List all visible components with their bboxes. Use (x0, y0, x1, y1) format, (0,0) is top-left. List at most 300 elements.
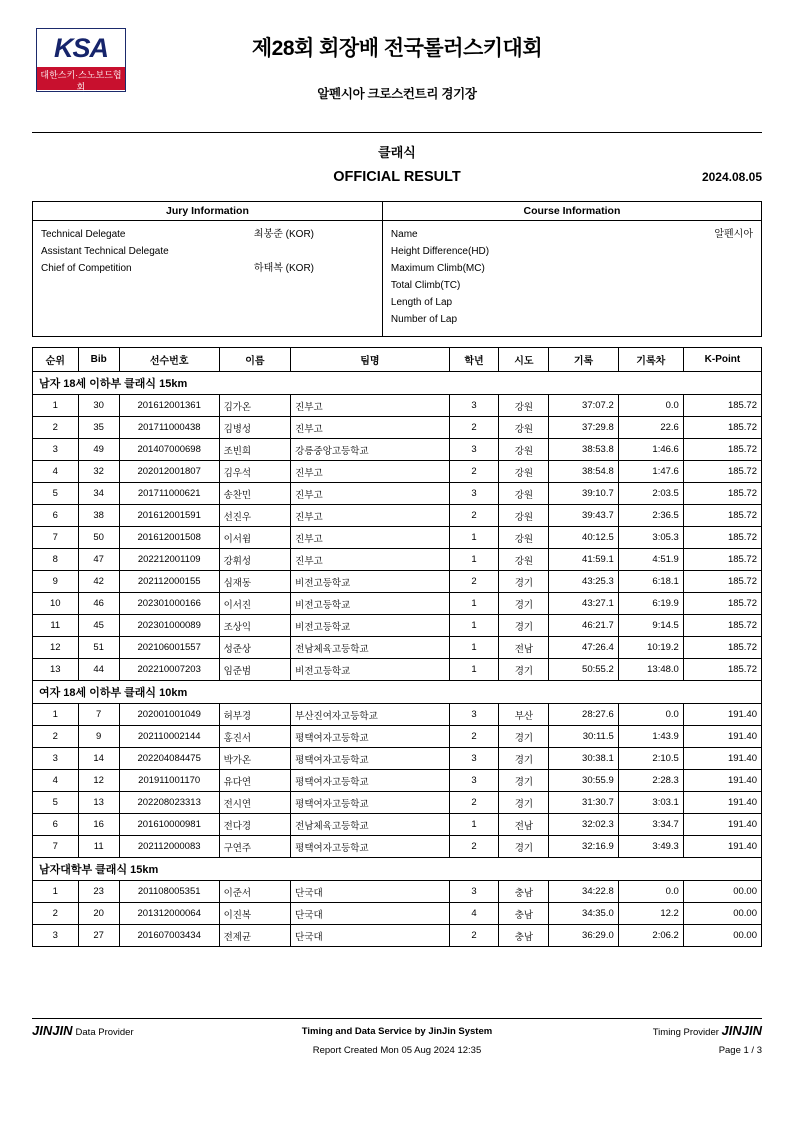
cell-time: 34:35.0 (549, 903, 618, 925)
cell-team: 진부고 (291, 461, 449, 483)
cell-kpoint: 185.72 (683, 439, 761, 461)
cell-team: 진부고 (291, 527, 449, 549)
timing-service-note: Timing and Data Service by JinJin System (301, 1026, 493, 1037)
table-row (33, 748, 762, 770)
footer-divider (32, 1018, 762, 1019)
cell-athlete-id: 202012001807 (119, 461, 219, 483)
cell-kpoint: 191.40 (683, 770, 761, 792)
cell-rank: 5 (33, 483, 79, 505)
cell-team: 평택여자고등학교 (291, 836, 449, 858)
official-result-label: OFFICIAL RESULT (333, 169, 461, 185)
jury-heading: Jury Information (33, 202, 382, 221)
cell-name: 김우석 (219, 461, 291, 483)
cell-name: 선진우 (219, 505, 291, 527)
cell-region: 경기 (499, 615, 549, 637)
cell-grade: 2 (449, 925, 499, 947)
cell-region: 전남 (499, 637, 549, 659)
cell-rank: 11 (33, 615, 79, 637)
cell-diff: 1:46.6 (618, 439, 683, 461)
cell-kpoint: 191.40 (683, 836, 761, 858)
cell-name: 전제균 (219, 925, 291, 947)
logo-subtext-english: KOREA SKI & SNOWBOARD ASSOCIATION (41, 93, 121, 98)
cell-grade: 1 (449, 527, 499, 549)
cell-time: 37:29.8 (549, 417, 618, 439)
course-information-panel (383, 202, 762, 336)
cell-diff: 22.6 (618, 417, 683, 439)
cell-team: 단국대 (291, 903, 449, 925)
cell-diff: 9:14.5 (618, 615, 683, 637)
cell-kpoint: 191.40 (683, 792, 761, 814)
cell-region: 경기 (499, 593, 549, 615)
table-row (33, 439, 762, 461)
cell-athlete-id: 201607003434 (119, 925, 219, 947)
cell-region: 강원 (499, 395, 549, 417)
cell-athlete-id: 202110002144 (119, 726, 219, 748)
cell-name: 김가온 (219, 395, 291, 417)
jury-information-panel (33, 202, 383, 336)
event-title: 제28회 회장배 전국롤러스키대회 (251, 37, 543, 60)
jury-row (41, 260, 374, 277)
cell-time: 31:30.7 (549, 792, 618, 814)
course-row (391, 243, 753, 260)
cell-bib: 42 (78, 571, 119, 593)
cell-diff: 3:05.3 (618, 527, 683, 549)
cell-kpoint: 185.72 (683, 505, 761, 527)
cell-name: 홍진서 (219, 726, 291, 748)
course-row (391, 277, 753, 294)
cell-diff: 10:19.2 (618, 637, 683, 659)
cell-diff: 2:06.2 (618, 925, 683, 947)
cell-bib: 49 (78, 439, 119, 461)
cell-kpoint: 191.40 (683, 814, 761, 836)
cell-time: 40:12.5 (549, 527, 618, 549)
cell-team: 평택여자고등학교 (291, 792, 449, 814)
cell-name: 전다경 (219, 814, 291, 836)
cell-team: 진부고 (291, 417, 449, 439)
jury-label: Technical Delegate (41, 229, 126, 240)
cell-grade: 4 (449, 903, 499, 925)
cell-grade: 3 (449, 439, 499, 461)
cell-rank: 6 (33, 505, 79, 527)
cell-name: 구연주 (219, 836, 291, 858)
cell-time: 37:07.2 (549, 395, 618, 417)
cell-team: 비전고등학교 (291, 615, 449, 637)
cell-region: 부산 (499, 704, 549, 726)
cell-region: 강원 (499, 483, 549, 505)
cell-kpoint: 185.72 (683, 615, 761, 637)
cell-kpoint: 00.00 (683, 881, 761, 903)
cell-team: 평택여자고등학교 (291, 726, 449, 748)
cell-kpoint: 185.72 (683, 637, 761, 659)
table-row (33, 483, 762, 505)
cell-team: 강릉중앙고등학교 (291, 439, 449, 461)
cell-grade: 3 (449, 881, 499, 903)
cell-bib: 32 (78, 461, 119, 483)
table-row (33, 792, 762, 814)
timing-provider (653, 1023, 762, 1038)
cell-grade: 2 (449, 461, 499, 483)
cell-region: 경기 (499, 726, 549, 748)
jury-value (254, 243, 374, 260)
cell-diff: 2:36.5 (618, 505, 683, 527)
cell-team: 비전고등학교 (291, 659, 449, 681)
cell-team: 단국대 (291, 925, 449, 947)
cell-region: 충남 (499, 925, 549, 947)
cell-athlete-id: 201407000698 (119, 439, 219, 461)
table-row (33, 571, 762, 593)
course-label: Maximum Climb(MC) (390, 263, 485, 274)
cell-bib: 38 (78, 505, 119, 527)
cell-rank: 9 (33, 571, 79, 593)
cell-region: 강원 (499, 505, 549, 527)
jury-label: Assistant Technical Delegate (41, 246, 169, 257)
table-row (33, 881, 762, 903)
cell-rank: 6 (33, 814, 79, 836)
course-heading: Course Information (383, 202, 761, 221)
cell-time: 30:38.1 (549, 748, 618, 770)
course-row (391, 260, 753, 277)
data-provider-brand: JINJIN (32, 1023, 73, 1038)
cell-name: 임준범 (219, 659, 291, 681)
col-athlete-id: 선수번호 (119, 348, 219, 372)
cell-grade: 1 (449, 549, 499, 571)
cell-time: 36:29.0 (549, 925, 618, 947)
table-row (33, 704, 762, 726)
cell-diff: 2:10.5 (618, 748, 683, 770)
cell-kpoint: 185.72 (683, 571, 761, 593)
cell-rank: 1 (33, 395, 79, 417)
course-row (391, 226, 753, 243)
cell-athlete-id: 202301000089 (119, 615, 219, 637)
cell-bib: 14 (78, 748, 119, 770)
ksa-logo (36, 28, 126, 98)
col-bib: Bib (78, 348, 119, 372)
category-row (33, 858, 762, 881)
venue-name: 알펜시아 크로스컨트리 경기장 (317, 87, 477, 101)
cell-name: 조빈희 (219, 439, 291, 461)
cell-name: 이준서 (219, 881, 291, 903)
cell-time: 34:22.8 (549, 881, 618, 903)
cell-kpoint: 185.72 (683, 417, 761, 439)
cell-bib: 44 (78, 659, 119, 681)
cell-kpoint: 191.40 (683, 726, 761, 748)
cell-bib: 46 (78, 593, 119, 615)
table-row (33, 659, 762, 681)
table-row (33, 836, 762, 858)
cell-region: 강원 (499, 439, 549, 461)
table-row (33, 461, 762, 483)
data-provider-label: Data Provider (75, 1027, 134, 1038)
race-type: 클래식 (378, 145, 416, 160)
cell-region: 충남 (499, 881, 549, 903)
cell-athlete-id: 201612001508 (119, 527, 219, 549)
cell-kpoint: 185.72 (683, 461, 761, 483)
cell-diff: 0.0 (618, 395, 683, 417)
cell-kpoint: 185.72 (683, 593, 761, 615)
cell-rank: 1 (33, 704, 79, 726)
cell-rank: 3 (33, 439, 79, 461)
cell-time: 38:53.8 (549, 439, 618, 461)
cell-diff: 12.2 (618, 903, 683, 925)
cell-grade: 3 (449, 704, 499, 726)
cell-region: 경기 (499, 836, 549, 858)
course-label: Number of Lap (390, 314, 458, 325)
cell-time: 38:54.8 (549, 461, 618, 483)
jury-label: Chief of Competition (41, 263, 132, 274)
cell-athlete-id: 201610000981 (119, 814, 219, 836)
logo-subtext (37, 67, 125, 98)
jury-value: 최봉준 (KOR) (253, 229, 314, 240)
cell-kpoint: 191.40 (683, 748, 761, 770)
cell-team: 진부고 (291, 395, 449, 417)
cell-athlete-id: 201108005351 (119, 881, 219, 903)
results-header-row (33, 348, 762, 372)
cell-athlete-id: 202208023313 (119, 792, 219, 814)
table-row (33, 903, 762, 925)
cell-bib: 20 (78, 903, 119, 925)
cell-diff: 6:19.9 (618, 593, 683, 615)
cell-athlete-id: 202204084475 (119, 748, 219, 770)
page-number: Page 1 / 3 (718, 1045, 762, 1056)
category-title: 남자대학부 클래식 15km (33, 858, 762, 881)
document-header (32, 0, 762, 118)
cell-bib: 34 (78, 483, 119, 505)
cell-name: 성준상 (219, 637, 291, 659)
cell-time: 28:27.6 (549, 704, 618, 726)
cell-time: 32:02.3 (549, 814, 618, 836)
cell-diff: 2:28.3 (618, 770, 683, 792)
cell-athlete-id: 201711000621 (119, 483, 219, 505)
cell-bib: 35 (78, 417, 119, 439)
cell-athlete-id: 201312000064 (119, 903, 219, 925)
official-result-row (32, 169, 762, 189)
table-row (33, 505, 762, 527)
cell-kpoint: 00.00 (683, 925, 761, 947)
cell-athlete-id: 202106001557 (119, 637, 219, 659)
course-value: 알펜시아 (714, 229, 753, 240)
course-row (391, 311, 753, 328)
cell-rank: 4 (33, 770, 79, 792)
cell-rank: 7 (33, 527, 79, 549)
cell-bib: 13 (78, 792, 119, 814)
cell-bib: 51 (78, 637, 119, 659)
col-name: 이름 (219, 348, 291, 372)
cell-rank: 12 (33, 637, 79, 659)
cell-rank: 2 (33, 726, 79, 748)
cell-time: 30:11.5 (549, 726, 618, 748)
cell-rank: 13 (33, 659, 79, 681)
cell-name: 심재동 (219, 571, 291, 593)
cell-region: 경기 (499, 770, 549, 792)
cell-athlete-id: 202301000166 (119, 593, 219, 615)
report-date: 2024.08.05 (701, 170, 762, 184)
cell-team: 진부고 (291, 505, 449, 527)
document-footer (32, 1018, 762, 1061)
course-value (663, 277, 753, 294)
cell-region: 강원 (499, 527, 549, 549)
col-time: 기록 (549, 348, 618, 372)
cell-kpoint: 185.72 (683, 483, 761, 505)
cell-athlete-id: 202112000155 (119, 571, 219, 593)
category-row (33, 681, 762, 704)
cell-region: 강원 (499, 549, 549, 571)
cell-grade: 2 (449, 505, 499, 527)
cell-athlete-id: 201612001591 (119, 505, 219, 527)
cell-diff: 3:34.7 (618, 814, 683, 836)
cell-rank: 4 (33, 461, 79, 483)
cell-team: 평택여자고등학교 (291, 748, 449, 770)
cell-athlete-id: 202112000083 (119, 836, 219, 858)
cell-region: 전남 (499, 814, 549, 836)
course-label: Total Climb(TC) (390, 280, 461, 291)
jury-value: 하태복 (KOR) (253, 263, 314, 274)
footer-bottom-row (32, 1045, 762, 1061)
cell-time: 43:27.1 (549, 593, 618, 615)
cell-region: 충남 (499, 903, 549, 925)
cell-diff: 0.0 (618, 881, 683, 903)
cell-rank: 10 (33, 593, 79, 615)
cell-name: 허부경 (219, 704, 291, 726)
cell-grade: 1 (449, 593, 499, 615)
jury-row (41, 243, 374, 260)
col-team: 팀명 (291, 348, 449, 372)
course-row (391, 294, 753, 311)
cell-time: 46:21.7 (549, 615, 618, 637)
cell-region: 경기 (499, 792, 549, 814)
cell-region: 경기 (499, 748, 549, 770)
cell-name: 유다연 (219, 770, 291, 792)
cell-team: 평택여자고등학교 (291, 770, 449, 792)
course-label: Height Difference(HD) (390, 246, 490, 257)
cell-time: 43:25.3 (549, 571, 618, 593)
table-row (33, 726, 762, 748)
cell-team: 비전고등학교 (291, 571, 449, 593)
cell-time: 39:43.7 (549, 505, 618, 527)
cell-bib: 11 (78, 836, 119, 858)
cell-team: 진부고 (291, 483, 449, 505)
cell-rank: 1 (33, 881, 79, 903)
cell-athlete-id: 201612001361 (119, 395, 219, 417)
cell-kpoint: 191.40 (683, 704, 761, 726)
cell-bib: 47 (78, 549, 119, 571)
cell-diff: 1:43.9 (618, 726, 683, 748)
course-label: Length of Lap (390, 297, 453, 308)
cell-diff: 13:48.0 (618, 659, 683, 681)
category-title: 남자 18세 이하부 클래식 15km (33, 372, 762, 395)
table-row (33, 615, 762, 637)
jury-body (33, 221, 382, 326)
table-row (33, 770, 762, 792)
cell-name: 조상익 (219, 615, 291, 637)
cell-grade: 2 (449, 792, 499, 814)
cell-rank: 3 (33, 748, 79, 770)
cell-name: 김병성 (219, 417, 291, 439)
col-rank: 순위 (33, 348, 79, 372)
cell-diff: 2:03.5 (618, 483, 683, 505)
cell-bib: 30 (78, 395, 119, 417)
information-panels (32, 201, 762, 337)
logo-mark-text: KSA (37, 29, 125, 67)
cell-time: 32:16.9 (549, 836, 618, 858)
table-row (33, 395, 762, 417)
col-region: 시도 (499, 348, 549, 372)
cell-rank: 8 (33, 549, 79, 571)
cell-region: 경기 (499, 659, 549, 681)
cell-grade: 3 (449, 483, 499, 505)
table-row (33, 925, 762, 947)
col-diff: 기록차 (618, 348, 683, 372)
course-value (663, 311, 753, 328)
cell-rank: 3 (33, 925, 79, 947)
cell-athlete-id: 202212001109 (119, 549, 219, 571)
course-label: Name (390, 229, 418, 240)
cell-name: 박가온 (219, 748, 291, 770)
cell-kpoint: 185.72 (683, 659, 761, 681)
cell-athlete-id: 202210007203 (119, 659, 219, 681)
col-kpoint: K-Point (683, 348, 761, 372)
col-grade: 학년 (449, 348, 499, 372)
cell-name: 송찬민 (219, 483, 291, 505)
cell-rank: 7 (33, 836, 79, 858)
cell-region: 강원 (499, 461, 549, 483)
footer-main-row (32, 1023, 762, 1041)
cell-athlete-id: 202001001049 (119, 704, 219, 726)
cell-bib: 50 (78, 527, 119, 549)
cell-grade: 3 (449, 748, 499, 770)
cell-name: 전시연 (219, 792, 291, 814)
cell-rank: 2 (33, 417, 79, 439)
cell-bib: 45 (78, 615, 119, 637)
cell-team: 전남체육고등학교 (291, 814, 449, 836)
cell-grade: 1 (449, 637, 499, 659)
cell-name: 이서진 (219, 593, 291, 615)
cell-team: 전남체육고등학교 (291, 637, 449, 659)
cell-grade: 3 (449, 770, 499, 792)
cell-bib: 23 (78, 881, 119, 903)
cell-grade: 2 (449, 836, 499, 858)
course-body (383, 221, 761, 336)
cell-grade: 1 (449, 659, 499, 681)
table-row (33, 637, 762, 659)
cell-bib: 9 (78, 726, 119, 748)
cell-team: 비전고등학교 (291, 593, 449, 615)
cell-bib: 12 (78, 770, 119, 792)
cell-athlete-id: 201911001170 (119, 770, 219, 792)
cell-name: 이진복 (219, 903, 291, 925)
header-divider (32, 132, 762, 133)
cell-region: 경기 (499, 571, 549, 593)
cell-grade: 1 (449, 814, 499, 836)
cell-name: 강휘성 (219, 549, 291, 571)
jury-row (41, 226, 374, 243)
data-provider (32, 1023, 134, 1038)
table-row (33, 593, 762, 615)
table-row (33, 527, 762, 549)
cell-kpoint: 185.72 (683, 527, 761, 549)
cell-region: 강원 (499, 417, 549, 439)
results-body (33, 372, 762, 947)
cell-rank: 2 (33, 903, 79, 925)
timing-provider-brand: JINJIN (721, 1023, 762, 1038)
cell-kpoint: 185.72 (683, 549, 761, 571)
report-created: Report Created Mon 05 Aug 2024 12:35 (312, 1045, 482, 1056)
logo-subtext-korean: 대한스키·스노보드협회 (40, 70, 122, 92)
cell-grade: 3 (449, 395, 499, 417)
cell-bib: 27 (78, 925, 119, 947)
table-row (33, 814, 762, 836)
cell-time: 47:26.4 (549, 637, 618, 659)
course-value (663, 243, 753, 260)
